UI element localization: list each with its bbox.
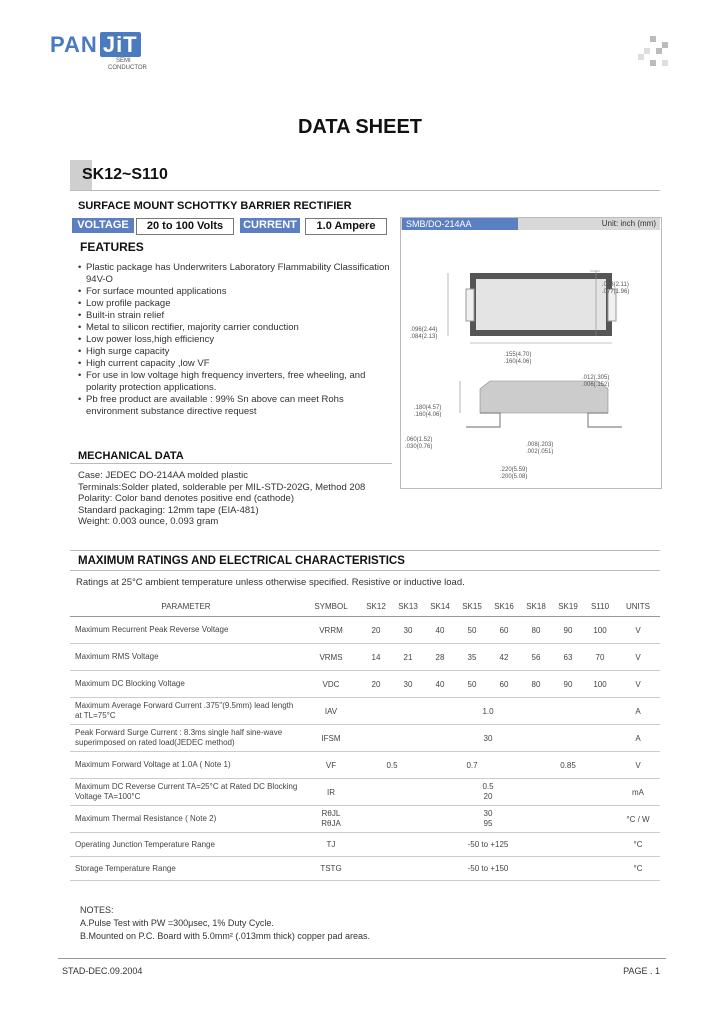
- list-item: Standard packaging: 12mm tape (EIA-481): [78, 504, 259, 516]
- list-item: • Pb free product are available : 99% Sn above can meet Rohs environment substance directive request: [78, 394, 398, 418]
- note-a: A.Pulse Test with PW =300μsec, 1% Duty Cycle.: [80, 918, 274, 928]
- table-header: SK16: [488, 596, 520, 617]
- ratings-heading: MAXIMUM RATINGS AND ELECTRICAL CHARACTERISTICS: [78, 555, 405, 567]
- logo-jit: JiT: [100, 32, 141, 57]
- table-header: UNITS: [616, 596, 660, 617]
- table-row: [70, 833, 660, 857]
- dim-label: .006(.152): [582, 382, 610, 388]
- value-cell: 20: [360, 617, 392, 644]
- list-item: Case: JEDEC DO-214AA molded plastic: [78, 470, 249, 481]
- value-cell: 21: [392, 644, 424, 671]
- value-cell: 60: [488, 671, 520, 698]
- symbol-cell: VF: [302, 752, 360, 779]
- symbol-cell: TSTG: [302, 857, 360, 881]
- param-cell: Maximum RMS Voltage: [70, 644, 302, 671]
- symbol-cell: TJ: [302, 833, 360, 857]
- divider: [70, 550, 660, 551]
- value-cell: 80: [520, 617, 552, 644]
- value-cell: 90: [552, 617, 584, 644]
- package-label: SMB/DO-214AA: [402, 218, 518, 230]
- divider: [70, 570, 660, 571]
- value-cell: 80: [520, 671, 552, 698]
- voltage-value: 20 to 100 Volts: [136, 218, 234, 235]
- symbol-cell: IR: [302, 779, 360, 806]
- value-cell: 56: [520, 644, 552, 671]
- value-line: 30: [483, 809, 493, 818]
- table-row: [70, 725, 660, 752]
- dim-label: .077(1.96): [602, 289, 630, 295]
- table-header: SYMBOL: [302, 596, 360, 617]
- panjit-logo: [50, 32, 141, 58]
- list-item: • High surge capacity: [78, 346, 398, 358]
- table-row: [70, 752, 660, 779]
- ratings-note: Ratings at 25°C ambient temperature unless otherwise specified. Resistive or inductive load.: [76, 577, 465, 588]
- voltage-label: VOLTAGE: [72, 218, 134, 233]
- value-cell: 100: [584, 671, 616, 698]
- symbol-cell: VDC: [302, 671, 360, 698]
- dim-label: .012(.305): [582, 375, 610, 381]
- page-title: DATA SHEET: [297, 116, 423, 138]
- param-cell: Maximum Average Forward Current .375"(9.5mm) lead length at TL=75°C: [70, 698, 302, 725]
- value-cell: 42: [488, 644, 520, 671]
- value-cell: 40: [424, 671, 456, 698]
- value-cell: 90: [552, 671, 584, 698]
- dim-label: .083(2.11): [602, 282, 629, 288]
- list-item: • Low profile package: [78, 298, 398, 310]
- dim-label: .180(4.57): [414, 405, 442, 411]
- package-unit: Unit: inch (mm): [601, 219, 656, 228]
- logo-pan: PAN: [50, 32, 98, 57]
- param-cell: Maximum DC Reverse Current TA=25°C at Rated DC Blocking Voltage TA=100°C: [70, 779, 302, 806]
- table-row: [70, 617, 660, 644]
- logo-sub-line2: CONDUCTOR: [108, 65, 147, 71]
- list-item: Polarity: Color band denotes positive end (cathode): [78, 493, 294, 504]
- param-cell: Operating Junction Temperature Range: [70, 833, 302, 857]
- unit-cell: °C / W: [616, 806, 660, 833]
- footer-doc-code: STAD-DEC.09.2004: [62, 966, 143, 976]
- symbol-line: RθJL: [321, 809, 341, 818]
- value-cell: 1.0: [360, 698, 616, 725]
- table-header: SK14: [424, 596, 456, 617]
- value-cell: 70: [584, 644, 616, 671]
- value-cell: 60: [488, 617, 520, 644]
- table-header: SK12: [360, 596, 392, 617]
- list-item: Terminals:Solder plated, solderable per MIL-STD-202G, Method 208: [78, 481, 366, 493]
- value-cell: -50 to +150: [360, 857, 616, 881]
- package-side-lead-right: [588, 413, 622, 427]
- divider: [70, 463, 392, 464]
- table-header: SK18: [520, 596, 552, 617]
- dim-label: .155(4.70): [504, 352, 532, 358]
- unit-cell: mA: [616, 779, 660, 806]
- value-cell: 0.85: [520, 752, 616, 779]
- value-cell: 35: [456, 644, 488, 671]
- unit-cell: V: [616, 752, 660, 779]
- value-line: 0.5: [482, 782, 494, 791]
- dim-label: .030(0.76): [405, 444, 433, 450]
- value-cell: 30: [392, 671, 424, 698]
- current-value: 1.0 Ampere: [305, 218, 387, 235]
- list-item: Weight: 0.003 ounce, 0.093 gram: [78, 516, 219, 527]
- table-row: [70, 857, 660, 881]
- part-number: SK12~S110: [82, 166, 168, 183]
- table-header: SK13: [392, 596, 424, 617]
- dim-label: .160(4.06): [504, 359, 532, 365]
- value-cell: 0.7: [424, 752, 520, 779]
- symbol-cell: IAV: [302, 698, 360, 725]
- package-drawing: [400, 231, 660, 486]
- product-subtitle: SURFACE MOUNT SCHOTTKY BARRIER RECTIFIER: [78, 200, 352, 212]
- param-cell: Maximum Recurrent Peak Reverse Voltage: [70, 617, 302, 644]
- symbol-cell: IFSM: [302, 725, 360, 752]
- note-b: B.Mounted on P.C. Board with 5.0mm² (.013mm thick) copper pad areas.: [80, 931, 370, 941]
- ratings-table: [70, 596, 660, 881]
- list-item: • Plastic package has Underwriters Laboratory Flammability Classification 94V-O: [78, 262, 398, 286]
- param-cell: Maximum Forward Voltage at 1.0A ( Note 1): [70, 752, 302, 779]
- unit-cell: A: [616, 725, 660, 752]
- dim-label: .008(.203): [526, 442, 554, 448]
- value-cell: -50 to +125: [360, 833, 616, 857]
- param-cell: Maximum Thermal Resistance ( Note 2): [70, 806, 302, 833]
- table-row: [70, 806, 660, 833]
- list-item: • For surface mounted applications: [78, 286, 398, 298]
- value-cell: 50: [456, 671, 488, 698]
- dim-label: .060(1.52): [405, 437, 433, 443]
- value-cell: 40: [424, 617, 456, 644]
- dim-label: .096(2.44): [410, 327, 438, 333]
- value-cell: 30: [360, 725, 616, 752]
- dim-label: .002(.051): [526, 449, 554, 455]
- value-line: 95: [483, 819, 493, 828]
- list-item: • Built-in strain relief: [78, 310, 398, 322]
- symbol-cell: [302, 806, 360, 833]
- table-header-row: [70, 596, 660, 617]
- table-header: PARAMETER: [70, 596, 302, 617]
- table-row: [70, 779, 660, 806]
- notes-section: [80, 904, 370, 943]
- list-item: • Low power loss,high efficiency: [78, 334, 398, 346]
- list-item: • High current capacity ,low VF: [78, 358, 398, 370]
- dim-label: .200(5.08): [500, 474, 528, 480]
- dim-label: .160(4.06): [414, 412, 442, 418]
- footer-divider: [58, 958, 666, 959]
- param-cell: Storage Temperature Range: [70, 857, 302, 881]
- divider: [70, 190, 660, 191]
- value-cell: 50: [456, 617, 488, 644]
- package-lead-left: [466, 289, 474, 321]
- unit-cell: °C: [616, 833, 660, 857]
- table-row: [70, 698, 660, 725]
- dim-label: .084(2.13): [410, 334, 438, 340]
- unit-cell: V: [616, 671, 660, 698]
- param-cell: Maximum DC Blocking Voltage: [70, 671, 302, 698]
- logo-sub-line1: SEMI: [116, 58, 131, 64]
- symbol-line: RθJA: [321, 819, 341, 828]
- unit-cell: V: [616, 617, 660, 644]
- value-cell: 28: [424, 644, 456, 671]
- value-cell: [360, 806, 616, 833]
- unit-cell: A: [616, 698, 660, 725]
- logo-subtitle: [108, 58, 147, 72]
- value-line: 20: [483, 792, 493, 801]
- value-cell: [360, 779, 616, 806]
- table-row: [70, 671, 660, 698]
- symbol-cell: VRRM: [302, 617, 360, 644]
- value-cell: 30: [392, 617, 424, 644]
- list-item: • Metal to silicon rectifier, majority carrier conduction: [78, 322, 398, 334]
- checker-decoration-icon: [638, 36, 668, 66]
- table-header: S110: [584, 596, 616, 617]
- features-list: [78, 262, 398, 418]
- notes-heading: NOTES:: [80, 905, 114, 915]
- current-label: CURRENT: [240, 218, 300, 233]
- value-cell: 14: [360, 644, 392, 671]
- package-side-lead-left: [466, 413, 500, 427]
- dim-label: .220(5.59): [500, 467, 528, 473]
- unit-cell: V: [616, 644, 660, 671]
- table-header: SK19: [552, 596, 584, 617]
- unit-cell: °C: [616, 857, 660, 881]
- param-cell: Peak Forward Surge Current : 8.3ms single half sine-wave superimposed on rated load(JEDEC method): [70, 725, 302, 752]
- table-header: SK15: [456, 596, 488, 617]
- features-heading: FEATURES: [80, 240, 144, 254]
- value-cell: 20: [360, 671, 392, 698]
- value-cell: 100: [584, 617, 616, 644]
- symbol-cell: VRMS: [302, 644, 360, 671]
- mechanical-heading: MECHANICAL DATA: [78, 450, 184, 462]
- value-cell: 63: [552, 644, 584, 671]
- footer-page-number: PAGE . 1: [623, 966, 660, 976]
- list-item: • For use in low voltage high frequency inverters, free wheeling, and polarity protection applications.: [78, 370, 398, 394]
- value-cell: 0.5: [360, 752, 424, 779]
- mechanical-list: [78, 470, 398, 528]
- table-row: [70, 644, 660, 671]
- package-top-face: [476, 279, 606, 330]
